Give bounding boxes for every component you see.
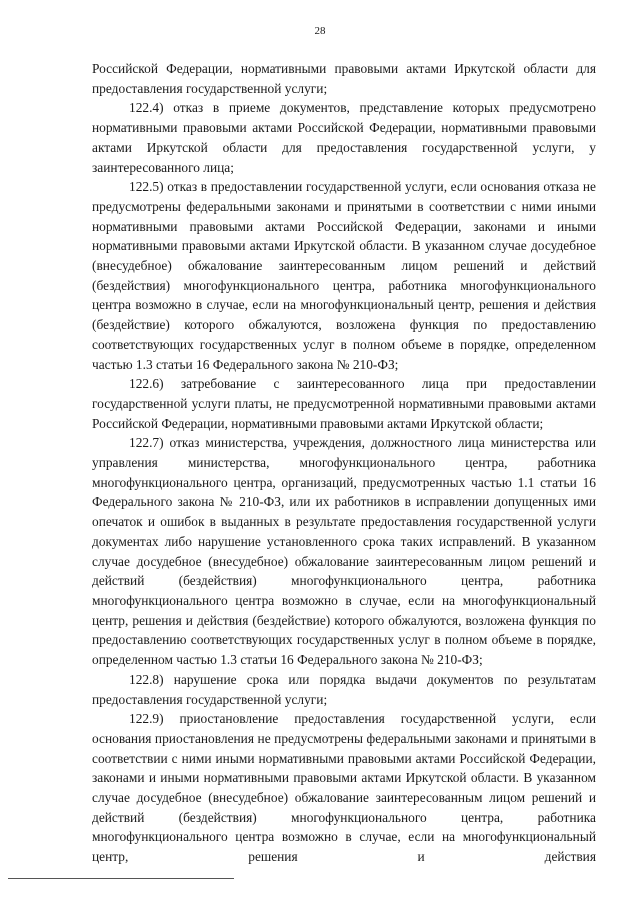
paragraph-122-7: 122.7) отказ министерства, учреждения, должностного лица министерства или управления министерства, многофункционального центра, работника многофункционального центра, организаций, предусмотренных частью 1.1 статьи 16 Федерального закона № 210-ФЗ, или их работников в исправлении допущенных ими опечаток и ошибок в выданных в результате предоставления государственной услуги документах либо нарушение установленного срока таких исправлений. В указанном случае досудебное (внесудебное) обжалование заинтересованным лицом решений и действий (бездействия) многофункционального центра, работника многофункционального центра возможно в случае, если на многофункциональный центр, решения и действия (бездействие) которого обжалуются, возложена функция по предоставлению соответствующих государственных услуг в полном объеме в порядке, определенном частью 1.3 статьи 16 Федерального закона № 210-ФЗ; [92,435,596,668]
paragraph-continuation: Российской Федерации, нормативными правовыми актами Иркутской области для предоставления государственной услуги; [92,61,596,96]
paragraph-122-6: 122.6) затребование с заинтересованного лица при предоставлении государственной услуги платы, не предусмотренной нормативными правовыми актами Российской Федерации, нормативными правовыми актами Иркутской области; [92,376,596,431]
page-number: 28 [314,25,326,37]
paragraph-122-9: 122.9) приостановление предоставления государственной услуги, если основания приостановления не предусмотрены федеральными законами и принятыми в соответствии с ними иными нормативными правовыми актами Российской Федерации, законами и иными нормативными правовыми актами Иркутской области. В указанном случае досудебное (внесудебное) обжалование заинтересованным лицом решений и действий (бездействия) многофункционального центра, работника многофункционального центра возможно в случае, если на многофункциональный центр, решения и действия [92,711,596,865]
paragraph-122-4: 122.4) отказ в приеме документов, представление которых предусмотрено нормативными правовыми актами Российской Федерации, нормативными правовыми актами Иркутской области для предоставления государственной услуги, у заинтересованного лица; [92,100,596,175]
paragraph-122-8: 122.8) нарушение срока или порядка выдачи документов по результатам предоставления государственной услуги; [92,671,596,707]
body-text [92,59,596,867]
footnote-separator-line [8,878,234,879]
paragraph-122-5: 122.5) отказ в предоставлении государственной услуги, если основания отказа не предусмотрены федеральными законами и принятыми в соответствии с ними иными нормативными правовыми актами Российской Федерации, законами и иными нормативными правовыми актами Иркутской области. В указанном случае досудебное (внесудебное) обжалование заинтересованным лицом решений и действий (бездействия) многофункционального центра, работника многофункционального центра возможно в случае, если на многофункциональный центр, решения и действия (бездействие) которого обжалуются, возложена функция по предоставлению соответствующих государственных услуг в полном объеме в порядке, определенном частью 1.3 статьи 16 Федерального закона № 210-ФЗ; [92,179,596,372]
